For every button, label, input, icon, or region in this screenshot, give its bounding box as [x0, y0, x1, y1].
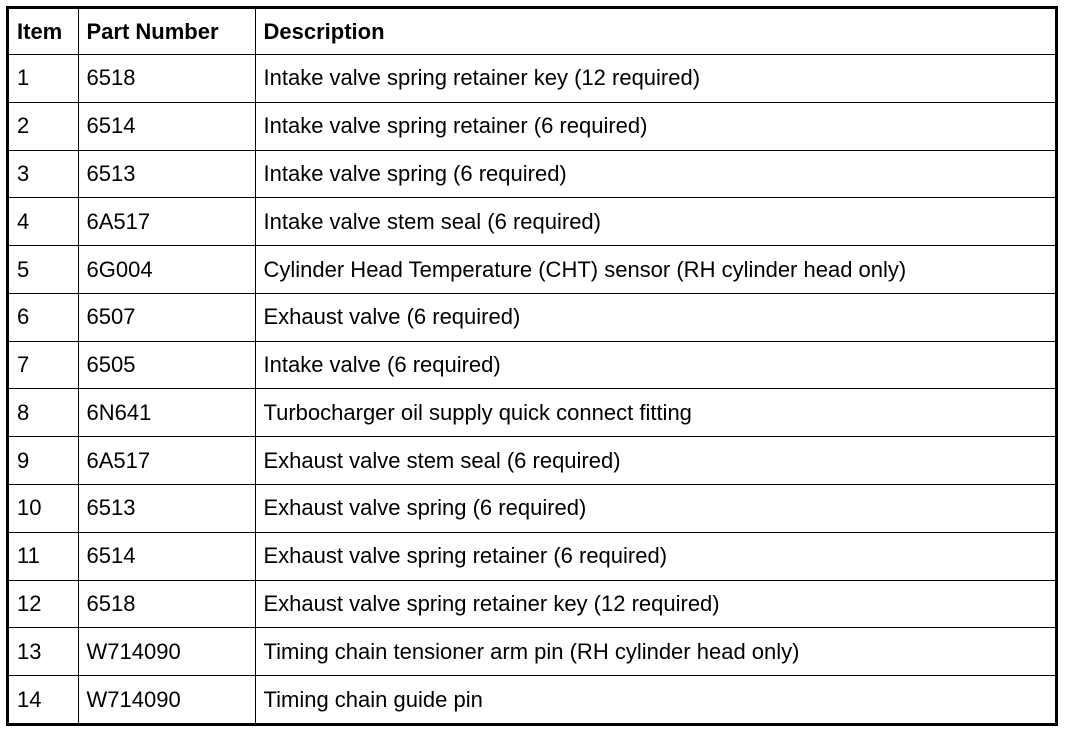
table-row — [9, 150, 1055, 198]
cell-item: 2 — [9, 102, 78, 150]
cell-item: 3 — [9, 150, 78, 198]
table-row — [9, 389, 1055, 437]
cell-part-number: 6513 — [78, 150, 255, 198]
cell-description: Turbocharger oil supply quick connect fitting — [255, 389, 1055, 437]
table-row — [9, 246, 1055, 294]
header-description: Description — [255, 9, 1055, 55]
cell-description: Exhaust valve spring retainer key (12 required) — [255, 580, 1055, 628]
cell-part-number: 6N641 — [78, 389, 255, 437]
cell-description: Intake valve stem seal (6 required) — [255, 198, 1055, 246]
parts-table — [9, 9, 1055, 723]
table-row — [9, 628, 1055, 676]
cell-part-number: W714090 — [78, 676, 255, 723]
cell-item: 12 — [9, 580, 78, 628]
cell-part-number: 6513 — [78, 485, 255, 533]
cell-item: 10 — [9, 485, 78, 533]
cell-description: Intake valve spring retainer (6 required) — [255, 102, 1055, 150]
cell-item: 1 — [9, 55, 78, 103]
cell-description: Intake valve spring (6 required) — [255, 150, 1055, 198]
table-row — [9, 293, 1055, 341]
cell-item: 9 — [9, 437, 78, 485]
cell-item: 4 — [9, 198, 78, 246]
cell-description: Exhaust valve (6 required) — [255, 293, 1055, 341]
cell-item: 5 — [9, 246, 78, 294]
table-row — [9, 55, 1055, 103]
cell-item: 7 — [9, 341, 78, 389]
cell-description: Cylinder Head Temperature (CHT) sensor (RH cylinder head only) — [255, 246, 1055, 294]
cell-description: Timing chain tensioner arm pin (RH cylinder head only) — [255, 628, 1055, 676]
cell-part-number: 6518 — [78, 580, 255, 628]
table-row — [9, 437, 1055, 485]
table-row — [9, 485, 1055, 533]
cell-description: Intake valve (6 required) — [255, 341, 1055, 389]
parts-table-container — [6, 6, 1058, 726]
cell-part-number: 6A517 — [78, 198, 255, 246]
cell-item: 6 — [9, 293, 78, 341]
header-item: Item — [9, 9, 78, 55]
table-row — [9, 102, 1055, 150]
cell-part-number: W714090 — [78, 628, 255, 676]
header-part-number: Part Number — [78, 9, 255, 55]
cell-item: 13 — [9, 628, 78, 676]
cell-part-number: 6514 — [78, 532, 255, 580]
cell-part-number: 6505 — [78, 341, 255, 389]
cell-part-number: 6A517 — [78, 437, 255, 485]
table-header-row — [9, 9, 1055, 55]
cell-part-number: 6518 — [78, 55, 255, 103]
cell-description: Intake valve spring retainer key (12 required) — [255, 55, 1055, 103]
table-row — [9, 580, 1055, 628]
table-row — [9, 198, 1055, 246]
cell-item: 8 — [9, 389, 78, 437]
cell-description: Exhaust valve stem seal (6 required) — [255, 437, 1055, 485]
table-row — [9, 341, 1055, 389]
cell-item: 14 — [9, 676, 78, 723]
cell-part-number: 6514 — [78, 102, 255, 150]
cell-item: 11 — [9, 532, 78, 580]
table-row — [9, 532, 1055, 580]
cell-description: Exhaust valve spring retainer (6 required) — [255, 532, 1055, 580]
cell-part-number: 6G004 — [78, 246, 255, 294]
cell-part-number: 6507 — [78, 293, 255, 341]
cell-description: Timing chain guide pin — [255, 676, 1055, 723]
table-row — [9, 676, 1055, 723]
cell-description: Exhaust valve spring (6 required) — [255, 485, 1055, 533]
